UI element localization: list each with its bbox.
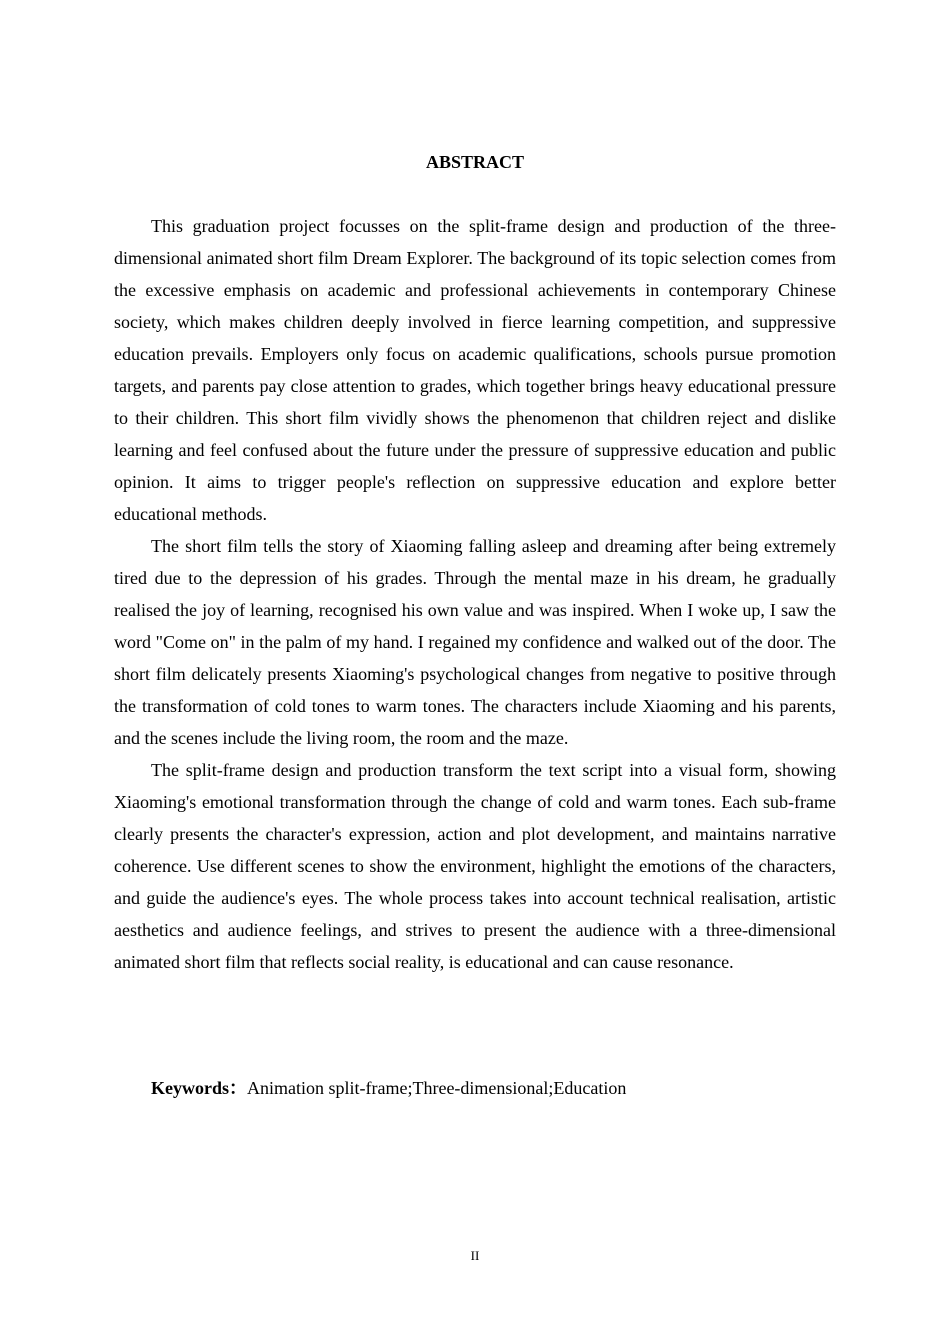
abstract-paragraph-2: The short film tells the story of Xiaoming falling asleep and dreaming after being extremely tired due to the depression of his grades. Through the mental maze in his dream, he gradually realised the joy of learning, recognised his own value and was inspired. When I woke up, I saw the word "Come on" in the palm of my hand. I regained my confidence and walked out of the door. The short film delicately presents Xiaoming's psychological changes from negative to positive through the transformation of cold tones to warm tones. The characters include Xiaoming and his parents, and the scenes include the living room, the room and the maze. — [114, 536, 836, 748]
abstract-paragraph-3: The split-frame design and production transform the text script into a visual form, showing Xiaoming's emotional transformation through the change of cold and warm tones. Each sub-frame clearly presents the character's expression, action and plot development, and maintains narrative coherence. Use different scenes to show the environment, highlight the emotions of the characters, and guide the audience's eyes. The whole process takes into account technical realisation, artistic aesthetics and audience feelings, and strives to present the audience with a three-dimensional animated short film that reflects social reality, is educational and can cause resonance. — [114, 760, 836, 972]
abstract-paragraph-1: This graduation project focusses on the split-frame design and production of the three-dimensional animated short film Dream Explorer. The background of its topic selection comes from the excessive emphasis on academic and professional achievements in contemporary Chinese society, which makes children deeply involved in fierce learning competition, and suppressive education prevails. Employers only focus on academic qualifications, schools pursue promotion targets, and parents pay close attention to grades, which together brings heavy educational pressure to their children. This short film vividly shows the phenomenon that children reject and dislike learning and feel confused about the future under the pressure of suppressive education and public opinion. It aims to trigger people's reflection on suppressive education and explore better educational methods. — [114, 216, 836, 524]
keywords-line — [151, 1074, 841, 1102]
keywords-label: Keywords： — [151, 1078, 247, 1098]
abstract-title: ABSTRACT — [425, 152, 525, 172]
page-number: II — [470, 1248, 480, 1263]
abstract-body — [114, 210, 836, 978]
keywords-value: Animation split-frame;Three-dimensional;Education — [247, 1078, 627, 1098]
